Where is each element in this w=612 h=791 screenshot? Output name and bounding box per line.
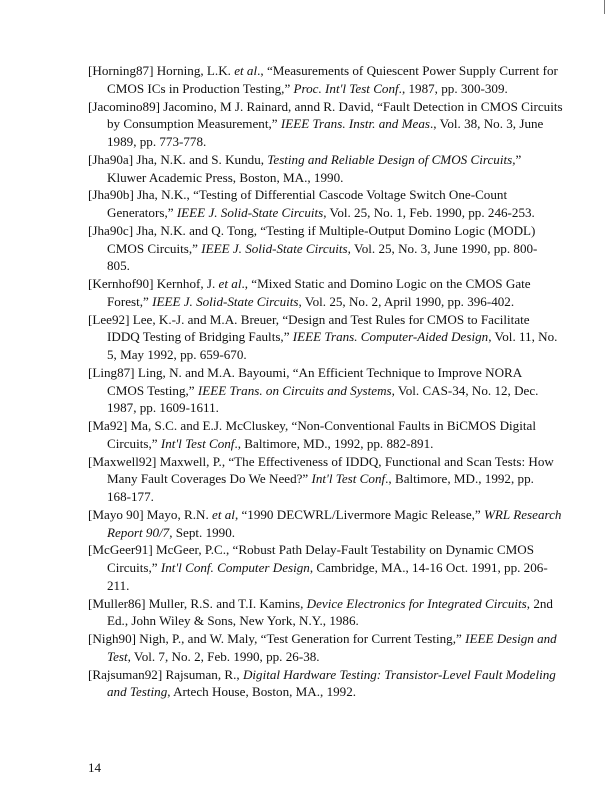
text-segment: [Ma92] Ma, S.C. and E.J. McCluskey, “Non-Conventional Faults in BiCMOS Digital (88, 418, 536, 433)
text-segment: , 2nd (526, 595, 553, 611)
italic-text: et al (234, 63, 258, 78)
italic-text: IEEE J. Solid-State Circuits (176, 205, 324, 220)
text-segment: [Kernhof90] Kernhof, J. (88, 276, 219, 291)
reference-line (88, 80, 548, 98)
text-segment: ” (515, 151, 522, 167)
italic-text: IEEE Trans. on Circuits and Systems, (197, 382, 395, 398)
text-segment: , Sept. 1990. (169, 524, 236, 540)
reference-entry-jha90a (88, 151, 548, 187)
reference-line (88, 417, 548, 435)
reference-line (88, 470, 548, 488)
reference-line (88, 630, 557, 648)
italic-text: Int'l Conf. Computer Design (160, 560, 310, 575)
reference-list (88, 62, 563, 701)
text-segment: 805. (107, 258, 130, 274)
reference-entry-muller86 (88, 595, 553, 631)
text-segment: 1989, pp. 773-778. (107, 134, 207, 149)
reference-line (88, 399, 548, 417)
reference-line (88, 612, 548, 630)
reference-line (88, 346, 548, 364)
text-segment: [Nigh90] Nigh, P., and W. Maly, “Test Generation for Current Testing,” (88, 631, 466, 646)
text-segment: [Jha90b] Jha, N.K., “Testing of Differential Cascode Voltage Switch One-Count (88, 187, 508, 203)
reference-entry-rajsuman92 (88, 666, 556, 702)
reference-entry-horning87 (88, 62, 558, 98)
text-segment: , Cambridge, MA., 14-16 Oct. 1991, pp. 206- (309, 560, 548, 575)
reference-line (88, 683, 548, 701)
text-segment: , Vol. 25, No. 1, Feb. 1990, pp. 246-253. (323, 205, 535, 220)
reference-entry-lee92 (88, 311, 558, 364)
reference-line (88, 328, 558, 346)
reference-entry-jacomino89 (88, 98, 563, 151)
reference-line (88, 98, 563, 116)
text-segment: [Jacomino89] Jacomino, M J. Rainard, annd R. David, “Fault Detection in CMOS Circuits (88, 98, 563, 114)
text-segment: ., Baltimore, MD., 1992, pp. (385, 471, 534, 487)
text-segment: ., 1987, pp. 300-309. (398, 80, 508, 96)
reference-line (88, 222, 548, 240)
text-segment: [Horning87] Horning, L.K. (88, 63, 235, 78)
text-segment: ., Vol. 38, No. 3, June (429, 116, 544, 132)
italic-text: and Testing (107, 684, 168, 700)
text-segment: , Vol. 7, No. 2, Feb. 1990, pp. 26-38. (127, 648, 320, 664)
text-segment: IDDQ Testing of Bridging Faults,” (107, 329, 293, 345)
text-segment: , “1990 DECWRL/Livermore Magic Release,” (234, 506, 485, 522)
text-segment: [Jha90a] Jha, N.K. and S. Kundu, (88, 151, 268, 167)
text-segment: [Maxwell92] Maxwell, P., “The Effectiveness of IDDQ, Functional and Scan Tests: How (88, 453, 554, 469)
italic-text: IEEE Trans. Instr. and Meas (280, 116, 430, 132)
text-segment: , Vol. 25, No. 2, April 1990, pp. 396-402. (298, 293, 515, 309)
text-segment: [McGeer91] McGeer, P.C., “Robust Path Delay-Fault Testability on Dynamic CMOS (88, 542, 534, 558)
italic-text: Digital Hardware Testing: Transistor-Level Fault Modeling (242, 666, 556, 682)
reference-entry-kernhof90 (88, 275, 548, 311)
text-segment: ., “Mixed Static and Domino Logic on the CMOS Gate (241, 276, 531, 291)
text-segment: [Lee92] Lee, K.-J. and M.A. Breuer, “Design and Test Rules for CMOS to Facilitate (88, 311, 530, 327)
reference-entry-jha90c (88, 222, 548, 275)
reference-line (88, 506, 562, 524)
reference-line (88, 666, 556, 684)
reference-line (88, 577, 548, 595)
text-segment: , Vol. 11, No. (488, 329, 558, 345)
italic-text: IEEE J. Solid-State Circuits (152, 293, 299, 309)
reference-line (88, 524, 548, 542)
text-segment: [Rajsuman92] Rajsuman, R., (88, 666, 243, 682)
italic-text: et al (212, 506, 235, 522)
text-segment: Ed., John Wiley & Sons, New York, N.Y., 1986. (107, 613, 359, 629)
reference-line (88, 133, 548, 151)
text-segment: ., “Measurements of Quiescent Power Supply Current for (257, 63, 558, 78)
reference-line (88, 648, 548, 666)
text-segment: CMOS Testing,” (107, 382, 198, 398)
reference-line (88, 293, 548, 311)
reference-line (88, 62, 558, 80)
text-segment: CMOS Circuits,” (107, 240, 202, 256)
text-segment: Generators,” (107, 205, 177, 220)
reference-line (88, 541, 548, 559)
italic-text: Int'l Test Conf (311, 471, 386, 487)
text-segment: Kluwer Academic Press, Boston, MA., 1990. (107, 169, 344, 185)
reference-line (88, 169, 548, 187)
text-segment: 5, May 1992, pp. 659-670. (107, 347, 247, 362)
reference-line (88, 257, 548, 275)
reference-line (88, 275, 548, 293)
italic-text: Testing and Reliable Design of CMOS Circuits, (267, 151, 516, 167)
page-number: 14 (88, 760, 102, 775)
italic-text: Device Electronics for Integrated Circuits (306, 595, 527, 611)
reference-entry-ling87 (88, 364, 548, 417)
italic-text: Report 90/7 (107, 524, 170, 540)
reference-line (88, 559, 548, 577)
reference-line (88, 151, 548, 169)
text-segment: [Mayo 90] Mayo, R.N. (88, 506, 213, 522)
text-segment: 1987, pp. 1609-1611. (107, 400, 219, 416)
reference-line (88, 488, 548, 506)
text-segment: ., Baltimore, MD., 1992, pp. 882-891. (234, 435, 434, 451)
italic-text: Proc. Int'l Test Conf (293, 80, 399, 96)
text-segment: CMOS ICs in Production Testing,” (107, 80, 294, 96)
reference-entry-maxwell92 (88, 453, 554, 506)
page-edge-mark (604, 0, 605, 14)
reference-line (88, 311, 548, 329)
text-segment: Many Fault Coverages Do We Need?” (107, 471, 312, 487)
text-segment: [Ling87] Ling, N. and M.A. Bayoumi, “An Efficient Technique to Improve NORA (88, 364, 523, 380)
text-segment: Circuits,” (107, 560, 161, 575)
reference-line (88, 204, 548, 222)
reference-line (88, 186, 548, 204)
reference-line (88, 364, 548, 382)
reference-entry-mcgeer91 (88, 541, 548, 594)
reference-entry-nigh90 (88, 630, 557, 666)
reference-entry-ma92 (88, 417, 548, 453)
italic-text: WRL Research (484, 506, 562, 522)
reference-line (88, 115, 548, 133)
italic-text: et al (218, 276, 242, 291)
reference-entry-mayo90 (88, 506, 562, 542)
reference-line (88, 435, 548, 453)
text-segment: 168-177. (107, 489, 154, 504)
italic-text: Int'l Test Conf (160, 435, 235, 451)
reference-line (88, 595, 553, 613)
reference-line (88, 240, 548, 258)
reference-line (88, 453, 554, 471)
italic-text: IEEE J. Solid-State Circuits, (201, 240, 351, 256)
text-segment: [Jha90c] Jha, N.K. and Q. Tong, “Testing if Multiple-Output Domino Logic (MODL) (88, 222, 536, 238)
reference-line (88, 382, 548, 400)
text-segment: , Artech House, Boston, MA., 1992. (167, 684, 357, 700)
text-segment: Vol. 25, No. 3, June 1990, pp. 800- (350, 240, 538, 256)
text-segment: Circuits,” (107, 435, 161, 451)
italic-text: IEEE Design and (465, 631, 557, 646)
reference-entry-jha90b (88, 186, 548, 222)
italic-text: Test (107, 648, 128, 664)
text-segment: by Consumption Measurement,” (107, 116, 281, 132)
text-segment: [Muller86] Muller, R.S. and T.I. Kamins, (88, 595, 307, 611)
text-segment: Vol. CAS-34, No. 12, Dec. (394, 382, 539, 398)
text-segment: 211. (107, 577, 130, 593)
text-segment: Forest,” (107, 293, 153, 309)
italic-text: IEEE Trans. Computer-Aided Design (292, 329, 489, 345)
